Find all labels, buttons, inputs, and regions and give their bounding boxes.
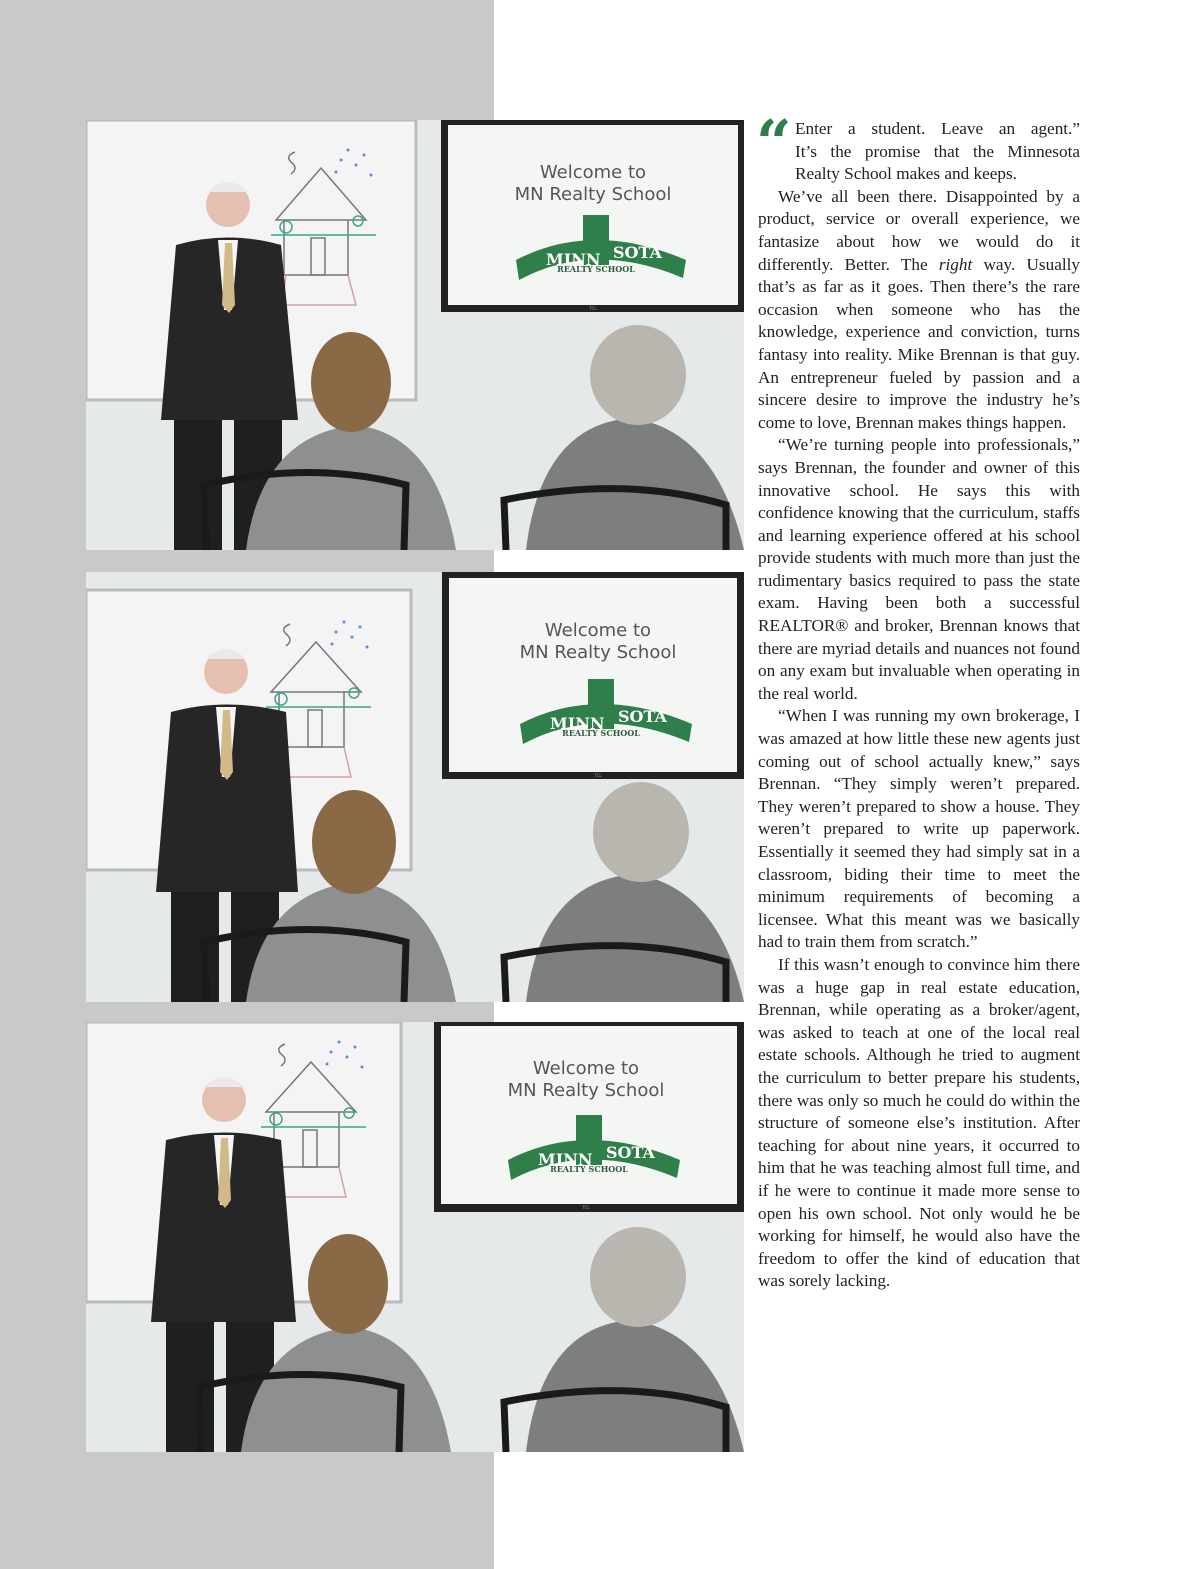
logo-left-text: MINN <box>538 1150 593 1169</box>
screen-welcome-line: Welcome to <box>539 162 647 183</box>
screen-school-line: MN Realty School <box>514 184 672 205</box>
logo-sub-text: REALTY SCHOOL <box>550 1164 628 1174</box>
lead-line-1: Enter a student. Leave an agent.” <box>795 119 1080 138</box>
lead-line-2: It’s the promise that the Minnesota <box>795 141 1080 161</box>
logo-sub-text: REALTY SCHOOL <box>557 264 635 274</box>
logo-right-text: SOTA <box>606 1143 655 1162</box>
lead-line-3: Realty School makes and keeps. <box>795 164 1017 184</box>
screen-welcome-line: Welcome to <box>532 1058 640 1079</box>
logo-right-text: SOTA <box>613 243 662 262</box>
tv-brand-label: TCL <box>582 1205 590 1210</box>
screen-school-line: MN Realty School <box>507 1080 665 1101</box>
paragraph-1 <box>758 186 1080 435</box>
paragraph-4: If this wasn’t enough to convince him there was a huge gap in real estate education, Brennan, while operating as a broker/agent, was asked to teach at one of the local real estate schools. Although he tried to augment the curriculum to better prepare his students, there was only so much he could do within the structure of someone else’s institution. After teaching for about nine years, it occurred to him that he was teaching almost full time, and if he were to continue it made more sense to open his own school. Not only would he be working for himself, he would also have the freedom to offer the kind of education that was sorely lacking. <box>758 954 1080 1291</box>
paragraph-3: “When I was running my own brokerage, I was amazed at how little these new agents just coming out of school actually knew,” says Brennan. “They simply weren’t prepared. They weren’t prepared to show a house. They weren’t prepared to write up paperwork. Essentially it seemed they had simply sat in a classroom, biding their time to meet the minimum requirements of becoming a licensee. What this meant was we basically had to train them from scratch.” <box>758 706 1080 952</box>
tv-brand-label: TCL <box>594 773 602 778</box>
paragraph-1-end: way. Usually that’s as far as it goes. Then there’s the rare occasion when someone who has the knowledge, experience and conviction, turns fantasy into reality. Mike Brennan is that guy. An entrepreneur fueled by passion and a sincere desire to improve the industry he’s come to love, Brennan makes things happen. <box>758 254 1080 432</box>
tv-brand-label: TCL <box>589 306 597 311</box>
paragraph-1-start: We’ve all been there. Disappointed by a product, service or overall experience, we fantasize about how we would do it differently. Better. The <box>758 186 1080 274</box>
classroom-photo-1 <box>86 120 744 550</box>
paragraph-2: “We’re turning people into professionals,” says Brennan, the founder and owner of this innovative school. He says this with confidence knowing that the curriculum, staffs and learning experience offered at his school provide students with much more than just the rudimentary basics required to pass the state exam. Having been both a successful REALTOR® and broker, Brennan knows that there are myriad details and nuances not found on any exam but invaluable when operating in the real world. <box>758 435 1080 703</box>
paragraph-1-emphasis: right <box>938 254 973 274</box>
quote-mark-icon: “ <box>756 106 792 179</box>
logo-left-text: MINN <box>550 714 605 733</box>
logo-sub-text: REALTY SCHOOL <box>562 728 640 738</box>
logo-right-text: SOTA <box>618 707 667 726</box>
classroom-photo-3 <box>86 1022 744 1452</box>
screen-school-line: MN Realty School <box>519 642 677 663</box>
screen-welcome-line: Welcome to <box>544 620 652 641</box>
classroom-photo-2 <box>86 572 744 1002</box>
logo-left-text: MINN <box>546 250 601 269</box>
pull-quote-lead <box>756 106 1080 186</box>
article-column <box>756 106 1080 1293</box>
tv-screen <box>449 578 737 772</box>
